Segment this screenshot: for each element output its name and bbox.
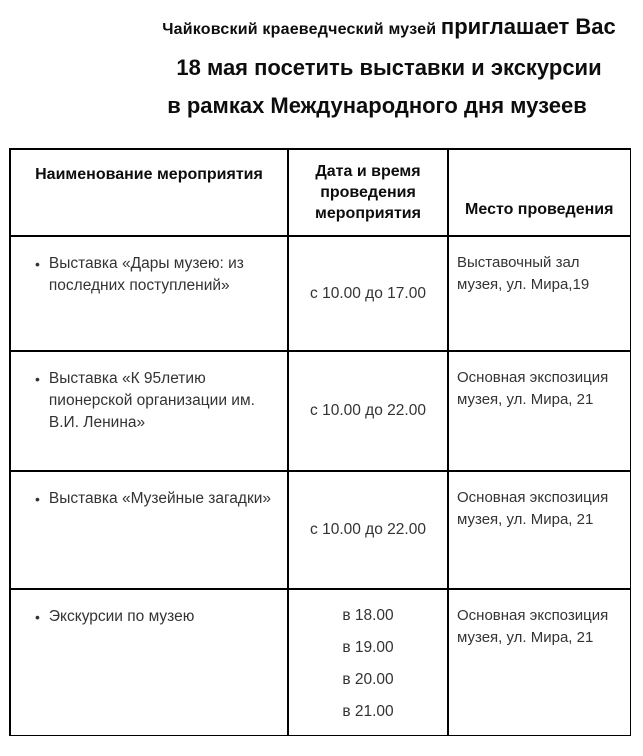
event-name: Выставка «Музейные загадки» (48, 490, 272, 507)
event-time-cell (288, 351, 448, 471)
header-event-name: Наименование мероприятия (10, 149, 288, 236)
event-time-cell (288, 236, 448, 351)
event-location-cell: Выставочный зал музея, ул. Мира,19 (448, 236, 630, 351)
table-row (10, 351, 630, 471)
bullet-icon: • (35, 609, 40, 625)
event-time: в 20.00 (342, 671, 394, 688)
table-row (10, 471, 630, 589)
event-name: Экскурсии по музею (48, 608, 195, 625)
document-title (138, 12, 640, 121)
event-time: в 18.00 (342, 607, 394, 624)
events-table (9, 148, 631, 736)
event-name-cell (10, 236, 288, 351)
event-time: с 10.00 до 17.00 (310, 284, 426, 302)
event-name-cell (10, 471, 288, 589)
bullet-icon: • (35, 371, 40, 387)
event-time: в 21.00 (342, 703, 394, 720)
event-name-cell (10, 589, 288, 735)
event-time: с 10.00 до 22.00 (310, 402, 426, 419)
header-location: Место проведения (448, 149, 630, 236)
title-line-1 (138, 12, 640, 45)
event-time-cell (288, 589, 448, 735)
table-header-row (10, 149, 630, 236)
event-name: Выставка «К 95летию пионерской организации им. В.И. Ленина» (48, 370, 255, 431)
event-name-cell (10, 351, 288, 471)
bullet-icon: • (35, 256, 40, 272)
table-row (10, 236, 630, 351)
table-row (10, 589, 630, 735)
title-invitation: приглашает Вас (440, 14, 616, 39)
title-museum-name: Чайковский краеведческий музей (162, 21, 441, 38)
event-name: Выставка «Дары музею: из последних поступлений» (48, 255, 244, 294)
event-time: в 19.00 (342, 639, 394, 656)
event-location-cell: Основная экспозиция музея, ул. Мира, 21 (448, 589, 630, 735)
event-time: с 10.00 до 22.00 (310, 521, 426, 538)
header-datetime: Дата и время проведения мероприятия (288, 149, 448, 236)
event-location-cell: Основная экспозиция музея, ул. Мира, 21 (448, 471, 630, 589)
event-time-cell (288, 471, 448, 589)
event-location-cell: Основная экспозиция музея, ул. Мира, 21 (448, 351, 630, 471)
title-line-3: в рамках Международного дня музеев (167, 93, 587, 118)
title-line-2: 18 мая посетить выставки и экскурсии (176, 55, 602, 80)
bullet-icon: • (35, 491, 40, 507)
